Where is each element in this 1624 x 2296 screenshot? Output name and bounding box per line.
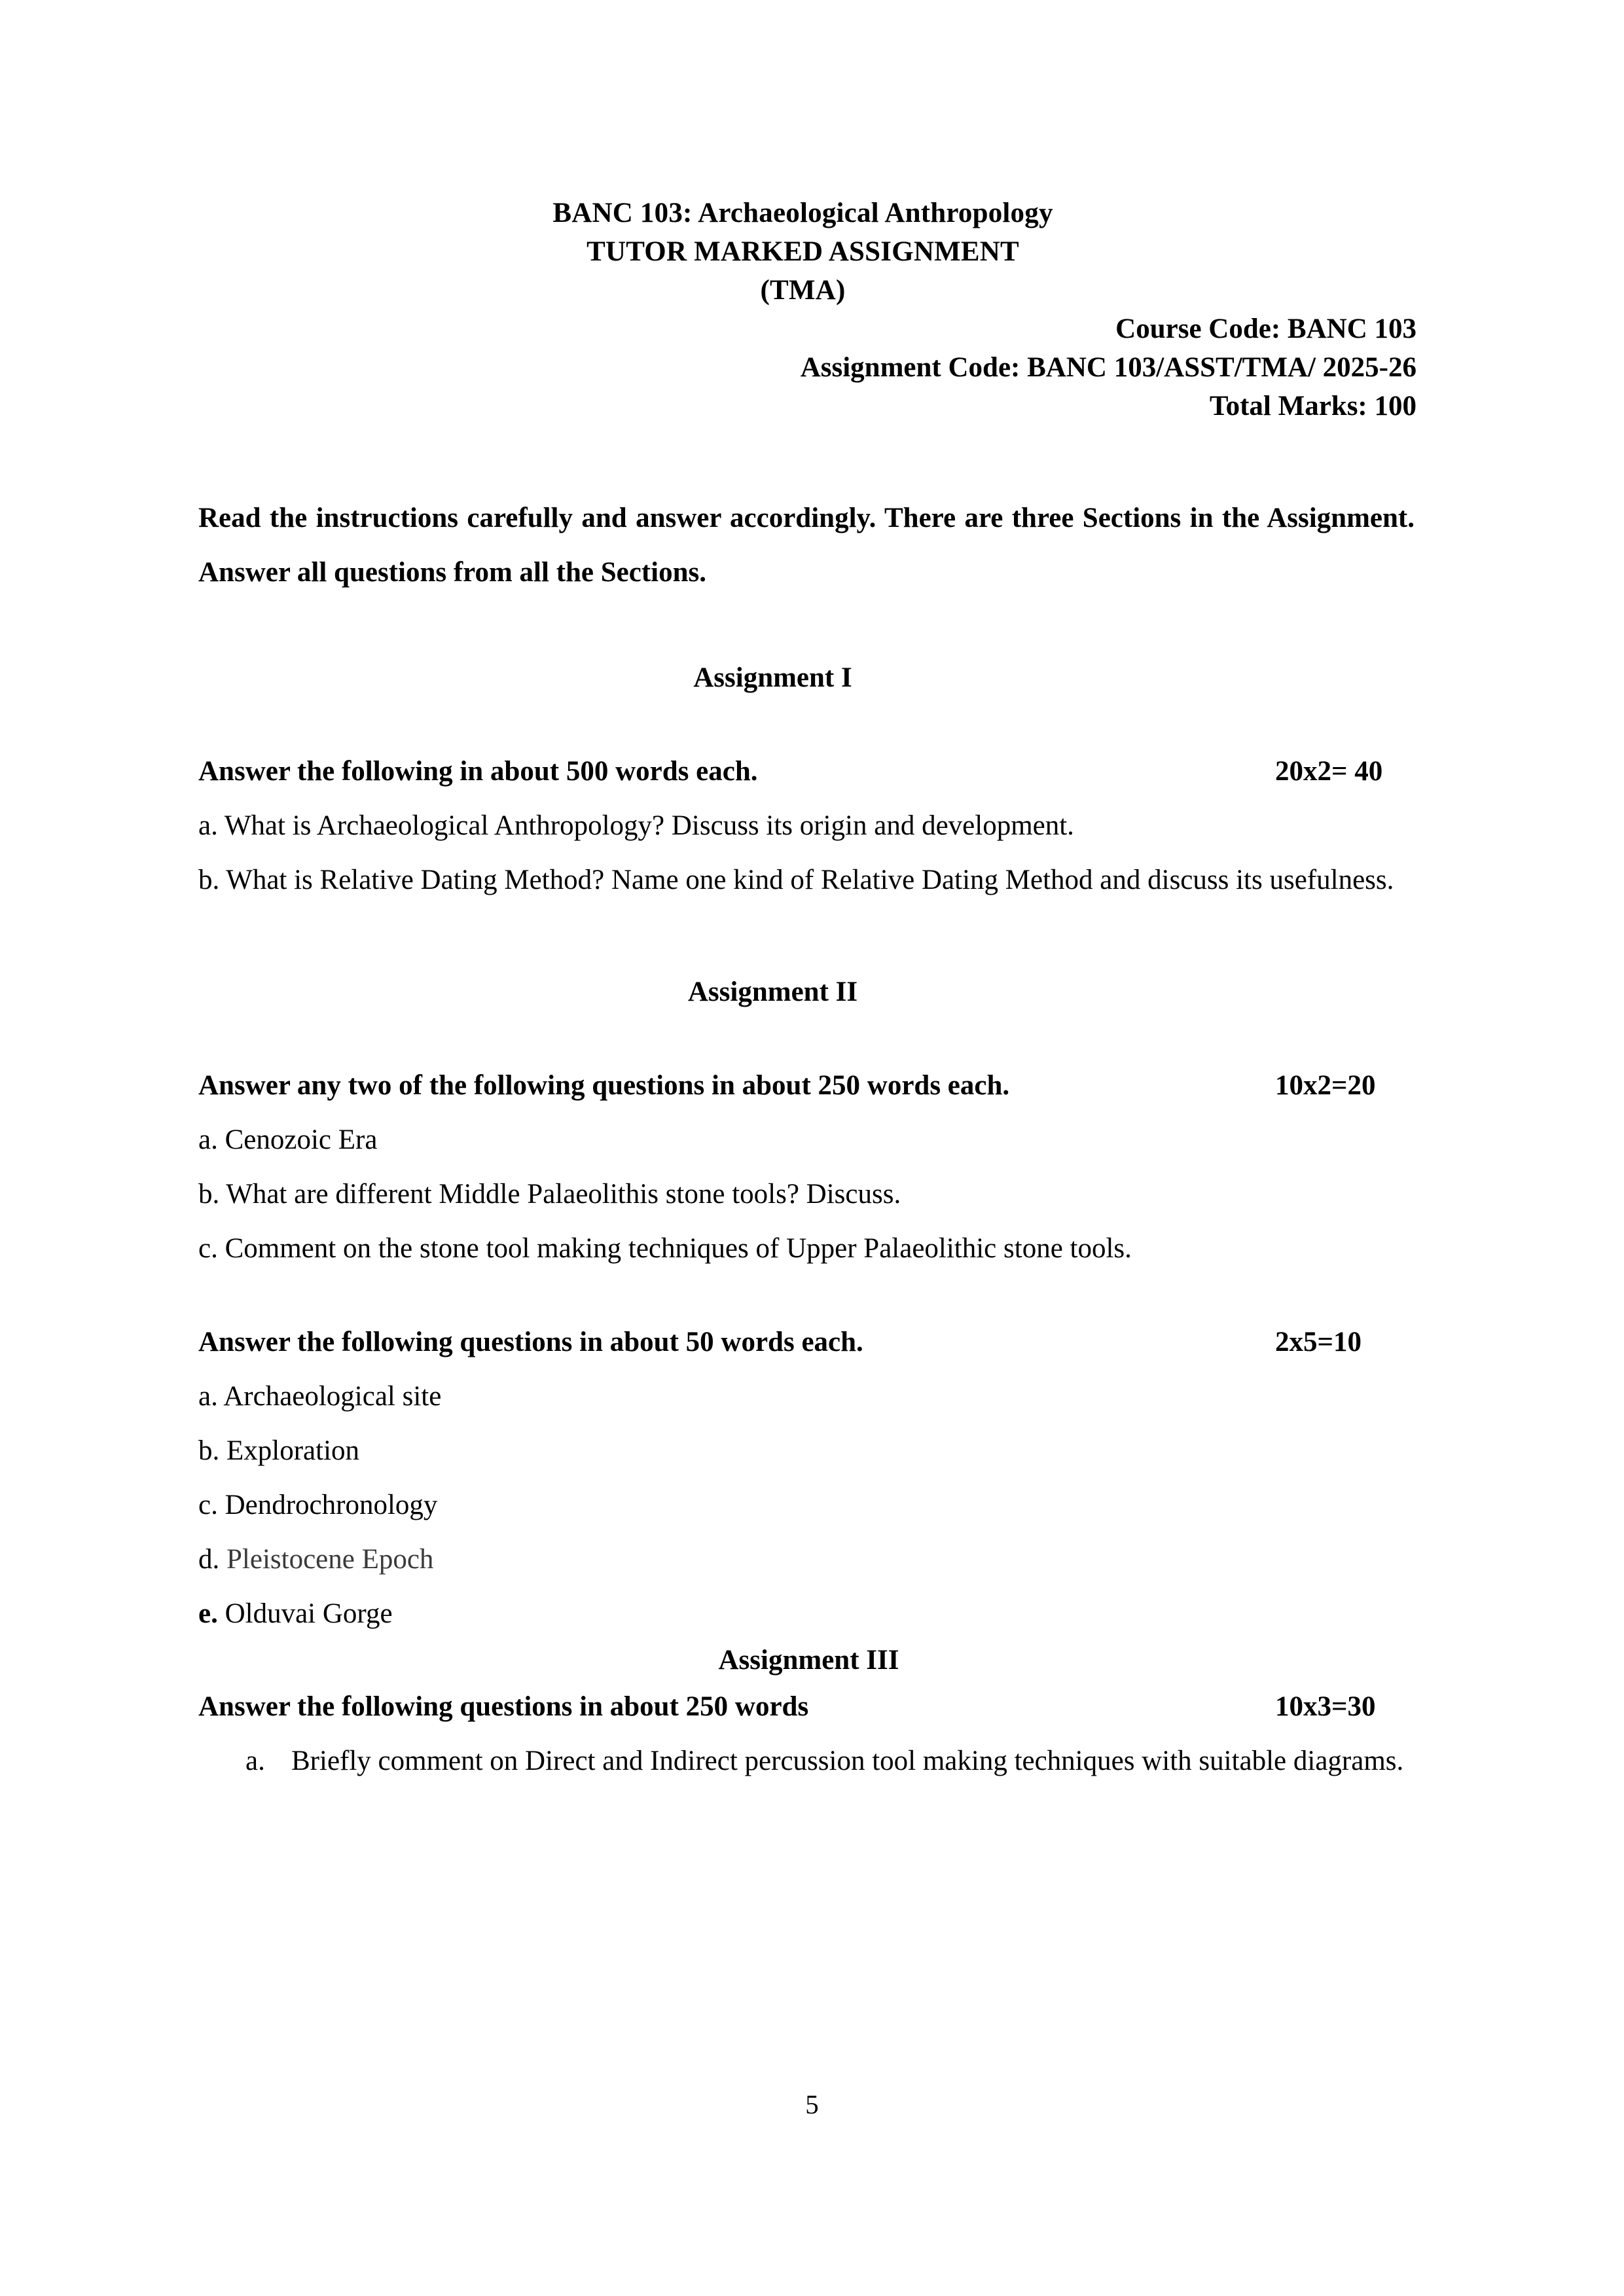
course-title-line-1: BANC 103: Archaeological Anthropology bbox=[552, 198, 1053, 228]
question-text: Exploration bbox=[226, 1435, 360, 1466]
document-header bbox=[198, 0, 1419, 425]
assignment-2a-prompt-row bbox=[198, 1058, 1419, 1113]
spacer bbox=[198, 425, 1419, 491]
assignment-2b-prompt-period: . bbox=[856, 1327, 863, 1357]
question-label: a. bbox=[198, 810, 218, 841]
assignment-1-marks: 20x2= 40 bbox=[1275, 756, 1383, 787]
page-content bbox=[198, 0, 1419, 1788]
instructions-paragraph: Read the instructions carefully and answer accordingly. There are three Sections in the Assignment. Answer all questions from all the Sections. bbox=[198, 503, 1415, 588]
spacer bbox=[198, 1011, 1419, 1058]
assignment-2b-prompt: Answer the following questions in about 50 words each bbox=[198, 1327, 857, 1357]
question-label: a. bbox=[245, 1746, 265, 1776]
assignment-1-heading: Assignment I bbox=[693, 662, 852, 693]
question-text: What is Archaeological Anthropology? Discuss its origin and development. bbox=[224, 810, 1074, 841]
assignment-2b-question-e bbox=[198, 1587, 1419, 1641]
question-label: c. bbox=[198, 1490, 218, 1520]
spacer bbox=[198, 1276, 1419, 1315]
spacer bbox=[198, 600, 1419, 658]
assignment-1-prompt-row bbox=[198, 744, 1419, 798]
course-title-line-2: TUTOR MARKED ASSIGNMENT bbox=[586, 236, 1019, 267]
question-text: Comment on the stone tool making techniques of Upper Palaeolithic stone tools. bbox=[225, 1233, 1132, 1264]
assignment-2b-question-c bbox=[198, 1478, 1419, 1532]
question-text: Cenozoic Era bbox=[225, 1124, 378, 1155]
course-title-line-3: (TMA) bbox=[760, 275, 846, 306]
question-text: Briefly comment on Direct and Indirect percussion tool making techniques with suitable diagrams. bbox=[291, 1746, 1404, 1776]
question-text: What is Relative Dating Method? Name one kind of Relative Dating Method and discuss its usefulness. bbox=[226, 865, 1394, 895]
assignment-2-heading: Assignment II bbox=[687, 977, 858, 1007]
assignment-3-question-list bbox=[198, 1734, 1419, 1788]
assignment-2b-prompt-row bbox=[198, 1315, 1419, 1369]
question-text: Archaeological site bbox=[223, 1381, 442, 1412]
assignment-code: Assignment Code: BANC 103/ASST/TMA/ 2025-26 bbox=[800, 352, 1416, 383]
assignment-2b-marks: 2x5=10 bbox=[1275, 1327, 1362, 1357]
assignment-2a-question-a bbox=[198, 1113, 1419, 1167]
assignment-3-heading: Assignment III bbox=[718, 1645, 899, 1676]
question-text: Pleistocene Epoch bbox=[226, 1544, 434, 1575]
assignment-3-prompt-row bbox=[198, 1679, 1419, 1734]
question-text: Dendrochronology bbox=[225, 1490, 438, 1520]
question-text: What are different Middle Palaeolithis stone tools? Discuss. bbox=[226, 1179, 901, 1210]
assignment-3-question-a bbox=[198, 1734, 1419, 1788]
assignment-2a-question-c bbox=[198, 1221, 1419, 1276]
question-label: b. bbox=[198, 1435, 220, 1466]
assignment-3-marks: 10x3=30 bbox=[1275, 1691, 1376, 1722]
assignment-2a-question-b bbox=[198, 1167, 1419, 1221]
assignment-1-question-a bbox=[198, 798, 1419, 853]
assignment-2b-question-d bbox=[198, 1532, 1419, 1587]
page-number: 5 bbox=[805, 2089, 819, 2119]
question-label: d. bbox=[198, 1544, 220, 1575]
question-label: b. bbox=[198, 865, 220, 895]
question-label: e. bbox=[198, 1598, 218, 1629]
assignment-2a-prompt: Answer any two of the following questions in about 250 words each. bbox=[198, 1070, 1010, 1101]
course-code: Course Code: BANC 103 bbox=[1115, 314, 1416, 344]
question-text: Olduvai Gorge bbox=[225, 1598, 393, 1629]
total-marks: Total Marks: 100 bbox=[1209, 391, 1416, 422]
spacer bbox=[198, 907, 1419, 973]
assignment-1-question-b bbox=[198, 853, 1419, 907]
assignment-1-prompt: Answer the following in about 500 words each. bbox=[198, 756, 758, 787]
question-label: a. bbox=[198, 1124, 218, 1155]
question-label: a. bbox=[198, 1381, 218, 1412]
question-label: b. bbox=[198, 1179, 220, 1210]
assignment-2b-question-a bbox=[198, 1369, 1419, 1424]
assignment-3-prompt: Answer the following questions in about 250 words bbox=[198, 1691, 809, 1722]
spacer bbox=[198, 697, 1419, 744]
question-label: c. bbox=[198, 1233, 218, 1264]
assignment-2b-question-b bbox=[198, 1424, 1419, 1478]
assignment-2a-marks: 10x2=20 bbox=[1275, 1070, 1376, 1101]
